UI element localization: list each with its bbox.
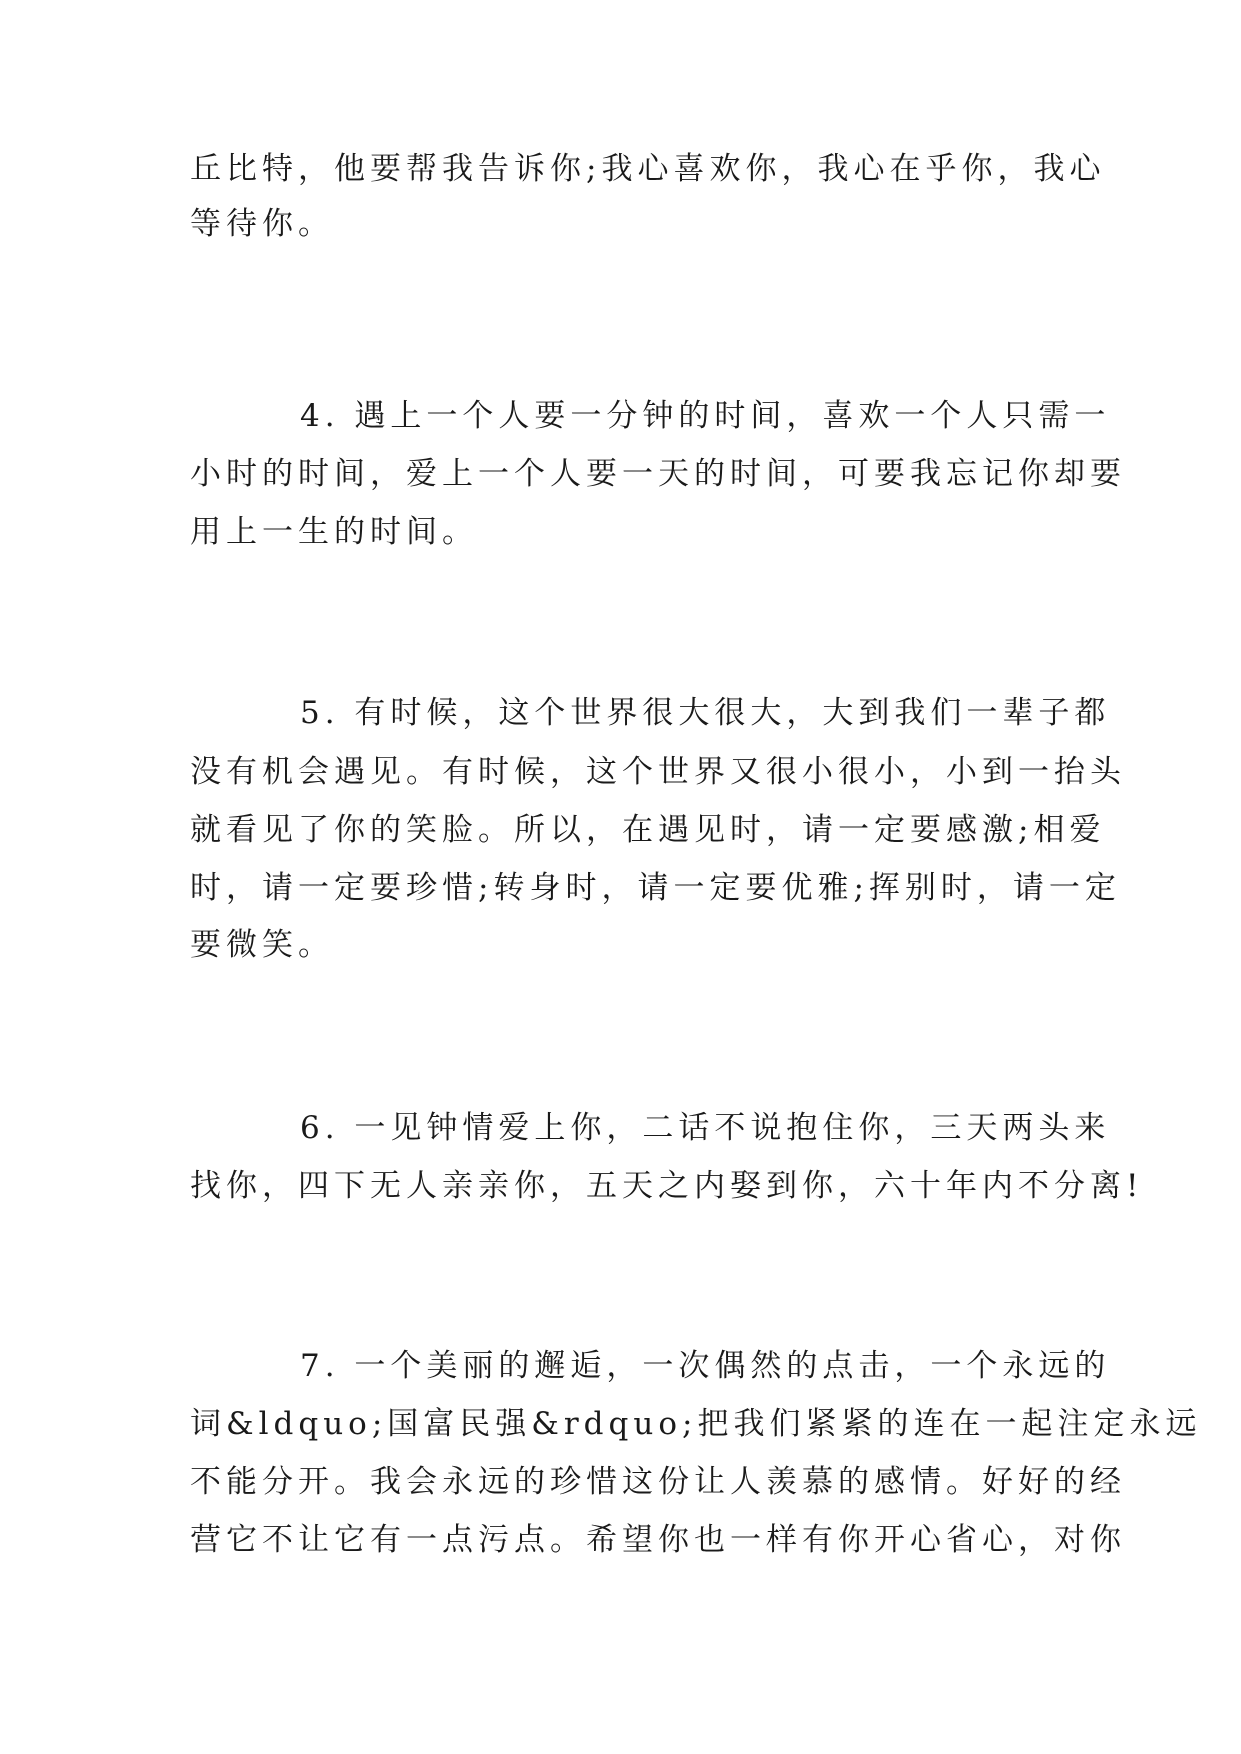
paragraph-5-line-3: 就看见了你的笑脸。所以，在遇见时，请一定要感激;相爱: [190, 812, 1106, 848]
paragraph-1-line-1: 丘比特，他要帮我告诉你;我心喜欢你，我心在乎你，我心: [190, 151, 1106, 187]
paragraph-5-line-5: 要微笑。: [190, 927, 334, 963]
paragraph-4-line-1: 4. 遇上一个人要一分钟的时间，喜欢一个人只需一: [300, 398, 1111, 434]
paragraph-5-line-1: 5. 有时候，这个世界很大很大，大到我们一辈子都: [300, 695, 1111, 731]
paragraph-6-line-2: 找你，四下无人亲亲你，五天之内娶到你，六十年内不分离!: [190, 1168, 1144, 1204]
paragraph-1-line-2: 等待你。: [190, 206, 334, 242]
paragraph-6-line-1: 6. 一见钟情爱上你，二话不说抱住你，三天两头来: [300, 1110, 1111, 1146]
paragraph-7-line-3: 不能分开。我会永远的珍惜这份让人羡慕的感情。好好的经: [190, 1464, 1126, 1500]
paragraph-5-line-4: 时，请一定要珍惜;转身时，请一定要优雅;挥别时，请一定: [190, 870, 1121, 906]
paragraph-7-line-2: 词&ldquo;国富民强&rdquo;把我们紧紧的连在一起注定永远: [190, 1406, 1202, 1442]
paragraph-7-line-4: 营它不让它有一点污点。希望你也一样有你开心省心，对你: [190, 1522, 1126, 1558]
paragraph-5-line-2: 没有机会遇见。有时候，这个世界又很小很小，小到一抬头: [190, 754, 1126, 790]
paragraph-7-line-1: 7. 一个美丽的邂逅，一次偶然的点击，一个永远的: [300, 1348, 1111, 1384]
paragraph-4-line-3: 用上一生的时间。: [190, 514, 478, 550]
paragraph-4-line-2: 小时的时间，爱上一个人要一天的时间，可要我忘记你却要: [190, 456, 1126, 492]
